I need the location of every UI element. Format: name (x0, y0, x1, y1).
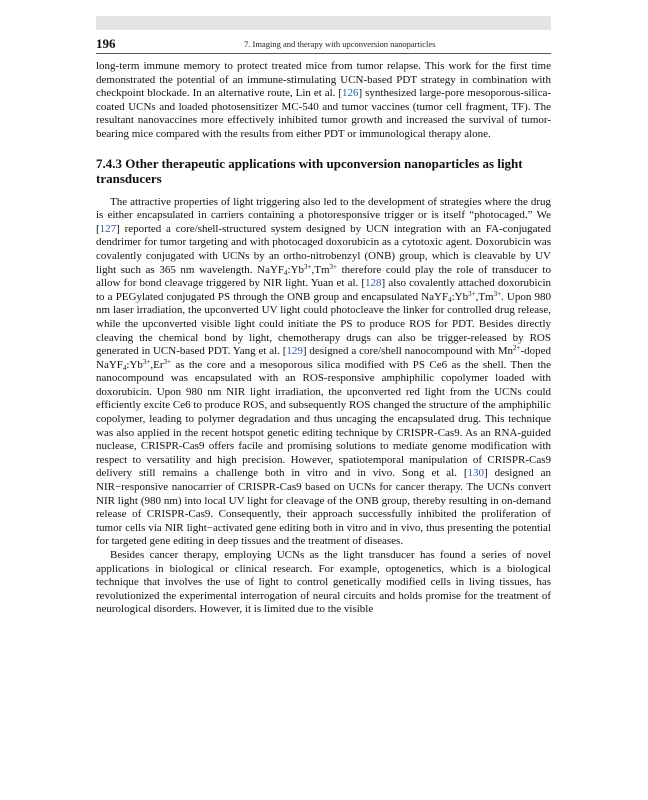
chapter-title: 7. Imaging and therapy with upconversion nanoparticles (244, 39, 436, 49)
body-text (96, 60, 551, 617)
running-head (96, 36, 551, 52)
paragraph-3: Besides cancer therapy, employing UCNs as the light transducer has found a series of novel applications in biological or clinical research. For example, optogenetics, which is a biological technique that involves the use of light to control genetically modified cells in living tissues, has revolutionized the experimental interrogation of neural circuits and holds promise for the treatment of neurological disorders. However, it is limited due to the visible (96, 549, 551, 616)
citation-link-130[interactable]: 130 (467, 467, 485, 480)
citation-link-128[interactable]: 128 (365, 277, 382, 290)
page-number: 196 (96, 36, 116, 51)
section-heading: 7.4.3 Other therapeutic applications with upconversion nanoparticles as light transducers (96, 155, 523, 186)
citation-link-127[interactable]: 127 (99, 222, 117, 235)
header-band (96, 16, 551, 30)
paragraph-2: The attractive properties of light triggering also led to the development of strategies where the drug is either encapsulated in carriers containing a photoresponsive trigger or is itself “photocaged.” We [127] reported a core/shell-structured system designed by UCN integration with an FA-conjugated dendrimer for tumor targeting and with photocaged doxorubicin as a cytotoxic agent. Doxorubicin was covalently conjugated with UCNs by an ortho-nitrobenzyl (ONB) group, which is cleavable by UV light such as 365 nm wavelength. $NaYF_4:Yb^{3+},Tm^{3+}$ therefore could play the role of transducer to allow for bond cleavage triggered by NIR light. Yuan et al. [128] also covalently attached doxorubicin to a PEGylated conjugated PS through the ONB group and encapsulated $NaYF_4:Yb^{3+},Tm^{3+}$. Upon 980 nm laser irradiation, the upconverted UV light could photocleave the linker for controlled drug release, while the upconverted visible light could initiate the PS to produce ROS for PDT. Besides directly cleaving the chemical bond by light, chemotherapy drugs can also be trigger-released by ROS generated in UCN-based PDT. Yang et al. [129] designed a core/shell nanocompound with $Mn^{2+}$-doped $NaYF_4:Yb^{3+},Er^{3+}$ as the core and a mesoporous silica modified with PS Ce6 as the shell. Then the nanocompound was encapsulated with an ROS-responsive amphiphilic copolymer loaded with doxorubicin. Upon 980 nm NIR light irradiation, the upconverted red light from the UCNs could efficiently excite Ce6 to produce ROS, and subsequently ROS changed the structure of the amphiphilic copolymer, leading to polymer degradation and thus uncaging the encapsulated drug. This technique was also applied in the recent hotspot genetic editing technique by CRISPR-Cas9. As an RNA-guided nuclease, CRISPR-Cas9 offers facile and promising solutions to mediate genome modification with respect to versatility and high precision. However, spatiotemporal manipulation of CRISPR-Cas9 delivery still remains a challenge both in vitro and in vivo. Song et al. [130] designed an NIR−responsive nanocarrier of CRISPR-Cas9 based on UCNs for cancer therapy. The UCNs convert NIR light (980 nm) into local UV light for cleavage of the ONB group, thereby resulting in on-demand release of CRISPR-Cas9. Consequently, their approach successfully inhibited the proliferation of tumor cells via NIR light−activated gene editing both in vitro and in vivo, thus presenting the potential for targeted gene editing in deep tissues and the treatment of diseases. (96, 195, 551, 548)
citation-link-129[interactable]: 129 (286, 345, 303, 358)
paragraph-1: long-term immune memory to protect treated mice from tumor relapse. This work for the first time demonstrated the potential of an immune-stimulating UCN-based PDT strategy in combination with checkpoint blockade. In an alternative route, Lin et al. [126] synthesized large-pore mesoporous-silica-coated UCNs and loaded photosensitizer MC-540 and tumor vaccines (tumor cell fragment, TF). The resultant nanovaccines more effectively inhibited tumor growth and increased the survival of tumor-bearing mice compared with the results from either PDT or immunological therapy alone. (96, 60, 552, 140)
citation-link-126[interactable]: 126 (342, 87, 359, 100)
header-rule (96, 53, 551, 54)
